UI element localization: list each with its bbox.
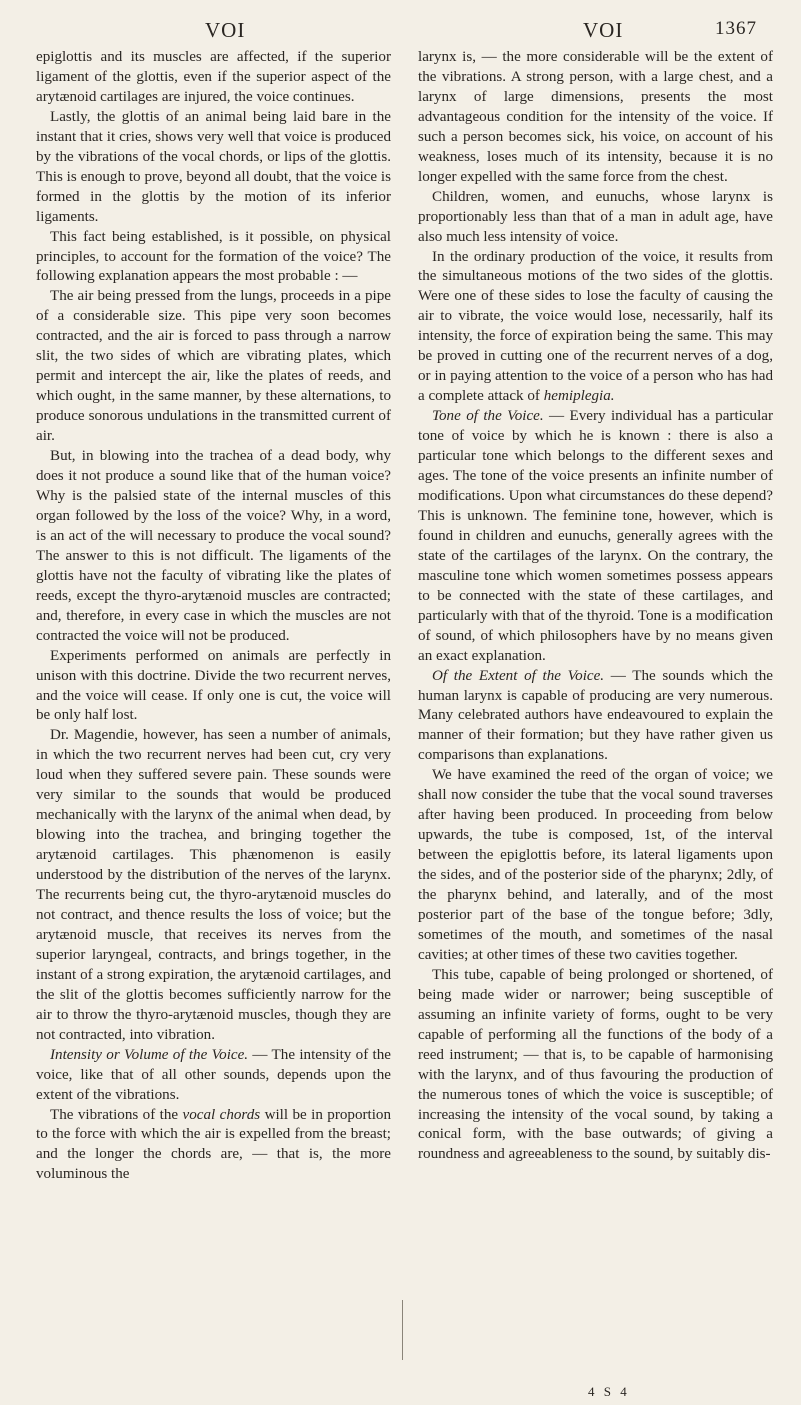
- printer-signature: 4 S 4: [588, 1384, 630, 1399]
- section-heading-tone: Tone of the Voice.: [432, 408, 544, 425]
- paragraph: This fact being established, is it possible, on physical principles, to account for the formation of the voice? The following explanation appears the most probable : —: [36, 228, 391, 285]
- emphasis-term: vocal chords: [182, 1106, 261, 1123]
- paragraph-text: — The sounds which the human larynx is capable of producing are very numerous. Many celebrated authors have endeavoured to explain the manner of their formation; but they have rather given us comparisons than explanations.: [418, 667, 773, 764]
- right-column: [418, 48, 773, 1165]
- left-column: [36, 48, 391, 1185]
- paragraph: larynx is, — the more considerable will be the extent of the vibrations. A strong person, with a large chest, and a larynx of large dimensions, presents the most advantageous condition for the intensity of the voice. If such a person becomes sick, his voice, on account of his weakness, loses much of its intensity, because it is no longer expelled with the same force from the chest.: [418, 49, 773, 185]
- paragraph-hemiplegia: [418, 248, 773, 408]
- paragraph: Experiments performed on animals are perfectly in unison with this doctrine. Divide the two recurrent nerves, and the voice will cease. If only one is cut, the voice will be only half lost.: [36, 647, 391, 724]
- paragraph-tone: [418, 407, 773, 666]
- paragraph: Dr. Magendie, however, has seen a number of animals, in which the two recurrent nerves had been cut, cry very loud when they suffered severe pain. These sounds were very similar to the sounds that would be produced mechanically with the larynx of the animal when dead, by blowing into the trachea, and bringing together the arytænoid cartilages. This phænomenon is easily understood by the distribution of the nerves of the larynx. The recurrents being cut, the thyro-arytænoid muscles do not contract, and thence results the loss of voice; but the arytænoid muscle, that receives its nerves from the superior laryngeal, contracts, and brings together, in the instant of a strong expiration, the arytænoid cartilages, and the slit of the glottis becomes sufficiently narrow for the air to throw the thyro-arytænoid muscles, though they are not contracted, into vibration.: [36, 727, 391, 1043]
- paragraph: Lastly, the glottis of an animal being laid bare in the instant that it cries, shows very well that voice is produced by the vibrations of the vocal chords, or lips of the glottis. This is enough to prove, beyond all doubt, that the voice is formed in the glottis by the motion of its inferior ligaments.: [36, 108, 391, 225]
- paragraph-vibrations: [36, 1106, 391, 1186]
- section-heading-intensity: Intensity or Volume of the Voice.: [50, 1046, 249, 1063]
- paragraph-text: The vibrations of the: [50, 1106, 179, 1123]
- page-number: 1367: [715, 18, 757, 39]
- paragraph-text: — The intensity of the voice, like that of all other sounds, depends upon the extent of the vibrations.: [36, 1046, 391, 1103]
- paragraph-text: In the ordinary production of the voice, it results from the simultaneous motions of the two sides of the glottis. Were one of these sides to lose the faculty of causing the air to vibrate, the voice would lose, necessarily, half its intensity, the force of expiration being the same. This may be proved in cutting one of the recurrent nerves of a dog, or in paying attention to the voice of a person who has had a complete attack of: [418, 248, 773, 405]
- section-heading-extent: Of the Extent of the Voice.: [432, 667, 605, 684]
- paragraph: The air being pressed from the lungs, proceeds in a pipe of a considerable size. This pipe very soon becomes contracted, and the air is forced to pass through a narrow slit, the two sides of which are vibrating plates, which permit and intercept the air, like the plates of reeds, and which ought, in the same manner, by these alternations, to produce sonorous undulations in the transmitted current of air.: [36, 288, 391, 445]
- emphasis-term: hemiplegia.: [543, 388, 615, 405]
- paragraph-intensity: [36, 1046, 391, 1106]
- running-header-left: VOI: [205, 18, 246, 42]
- paragraph: We have examined the reed of the organ of voice; we shall now consider the tube that the vocal sound traverses after having been produced. In proceeding from below upwards, the tube is composed, 1st, of the interval between the epiglottis before, its lateral ligaments upon the sides, and of the posterior side of the pharynx; 2dly, of the pharynx behind, and laterally, and of the most posterior part of the base of the tongue before; 3dly, sometimes of the mouth, and sometimes of the nasal cavities; at other times of these two cavities together.: [418, 767, 773, 963]
- paragraph-text: will be in proportion to the force with which the air is expelled from the breast; and the longer the chords are, — that is, the more voluminous the: [36, 1106, 392, 1183]
- paragraph: This tube, capable of being prolonged or shortened, of being made wider or narrower; being susceptible of assuming an infinite variety of forms, ought to be very capable of performing all the functions of the body of a reed instrument; — that is, to be capable of harmonising with the larynx, and of thus favouring the production of the numerous tones of which the voice is susceptible; of increasing the intensity of the vocal sound, by taking a conical form, with the base outwards; of giving a roundness and agreeableness to the sound, by suitably dis-: [418, 966, 773, 1163]
- paragraph: epiglottis and its muscles are affected, if the superior ligament of the glottis, even if the superior aspect of the arytænoid cartilages are injured, the voice continues.: [36, 49, 391, 105]
- running-header-right: VOI: [583, 18, 624, 42]
- paragraph: Children, women, and eunuchs, whose larynx is proportionably less than that of a man in adult age, have also much less intensity of voice.: [418, 188, 773, 245]
- paragraph: But, in blowing into the trachea of a dead body, why does it not produce a sound like that of the human voice? Why is the palsied state of the internal muscles of this organ followed by the loss of the voice? Why, in a word, is an act of the will necessary to produce the vocal sound? The answer to this is not difficult. The ligaments of the glottis have not the faculty of vibrating like the plates of reeds, except the thyro-arytænoid muscles are contracted; and, therefore, in every case in which the muscles are not contracted the voice will not be produced.: [36, 448, 391, 644]
- paragraph-extent: [418, 667, 773, 767]
- paragraph-text: — Every individual has a particular tone of voice by which he is known : there is also a particular tone which belongs to the different sexes and ages. The tone of the voice presents an infinite number of modifications. Upon what circumstances do these depend? This is unknown. The feminine tone, however, which is found in children and eunuchs, generally agrees with the state of the cartilages of the larynx. On the contrary, the masculine tone which women sometimes possess appears to be connected with the state of these cartilages, and particularly with that of the thyroid. Tone is a modification of sound, of which philosophers have by no means given an exact explanation.: [418, 408, 774, 664]
- column-rule: [402, 1300, 403, 1360]
